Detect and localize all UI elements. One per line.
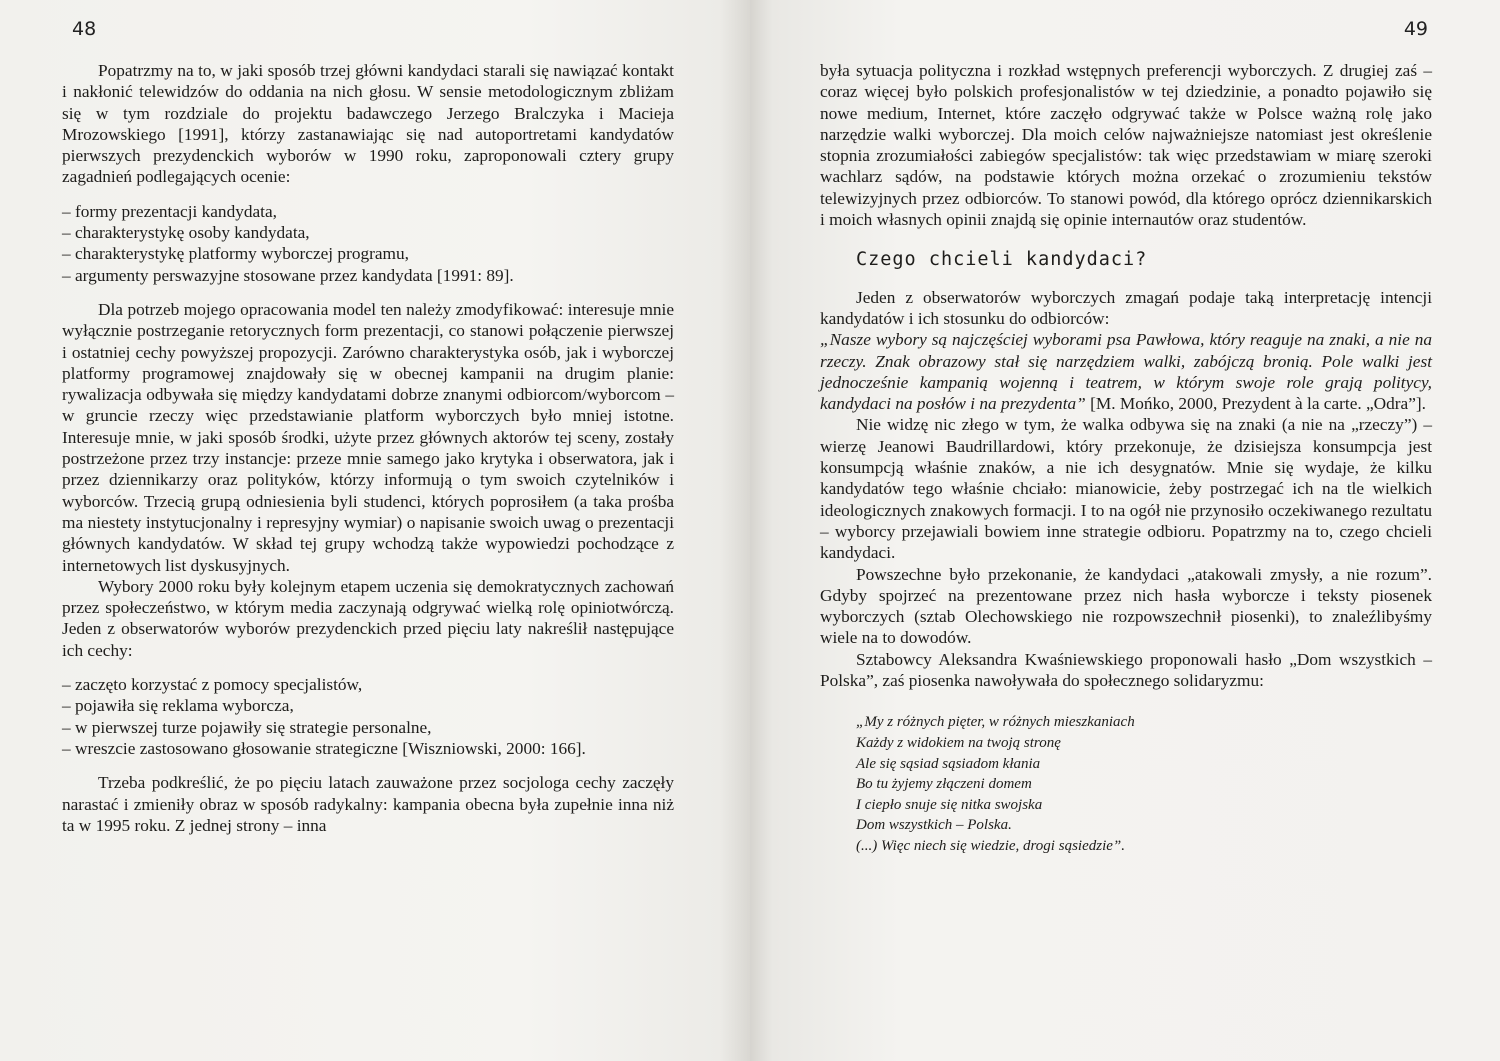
lyric-line: I ciepło snuje się nitka swojska [856, 796, 1043, 813]
paragraph: Dla potrzeb mojego opracowania model ten należy zmodyfikować: interesuje mnie wyłącznie postrzeganie retorycznych form prezentacji, co stanowi połączenie pierwszej i ostatniej cechy powyższej propozycji. Zarówno charakterystyka osób, jak i wyborczej platformy programowej znajdowały się w obecnej kampanii na drugim planie: rywalizacja odbywała się między kandydatami dobrze znanymi odbiorcom/wyborcom – w gruncie rzeczy więc przedstawianie platform wyborczych było mniej istotne. Interesuje mnie, w jaki sposób środki, użyte przez głównych aktorów tej sceny, zostały postrzeżone przez trzy instancje: przeze mnie samego jako krytyka i obserwatora, jak i przez dziennikarzy oraz polityków, którzy informują o tym swoich czytelników i wyborców. Trzecią grupą odniesienia byli studenci, których poprosiłem (a taka prośba ma niestety instytucjonalny i represyjny wymiar) o napisanie swoich uwag o prezentacji głównych kandydatów. W skład tej grupy wchodzą także wypowiedzi pochodzące z internetowych list dyskusyjnych. [62, 299, 674, 575]
paragraph: Popatrzmy na to, w jaki sposób trzej główni kandydaci starali się nawiązać kontakt i nakłonić telewidzów do oddania na nich głosu. W sensie metodologicznym zbliżam się w tym rozdziale do projektu badawczego Jerzego Bralczyka i Macieja Mrozowskiego [1991], którzy zastanawiając się nad autoportretami kandydatów pierwszych prezydenckich wyborów w 1990 roku, zaproponowali cztery grupy zagadnień podlegających ocenie: [62, 61, 674, 187]
lyric-line: (...) Więc niech się wiedzie, drogi sąsiedzie”. [856, 837, 1125, 854]
list-item: – wreszcie zastosowano głosowanie strategiczne [Wiszniowski, 2000: 166]. [62, 738, 586, 758]
topic-list [62, 201, 674, 286]
quotation [820, 329, 1432, 414]
lyric-line: „My z różnych pięter, w różnych mieszkaniach [856, 714, 1135, 731]
list-item: – w pierwszej turze pojawiły się strategie personalne, [62, 717, 432, 737]
paragraph: Jeden z obserwatorów wyborczych zmagań podaje taką interpretację intencji kandydatów i ich stosunku do odbiorców: [820, 287, 1432, 328]
lyric-line: Dom wszystkich – Polska. [856, 817, 1012, 834]
page-number: 49 [1403, 18, 1428, 40]
paragraph: była sytuacja polityczna i rozkład wstępnych preferencji wyborczych. Z drugiej zaś – coraz więcej było polskich profesjonalistów w tej dziedzinie, a ponadto pojawiło się nowe medium, Internet, które zaczęło odgrywać także w Polsce ważną rolę jako narzędzie walki wyborczej. Dla moich celów najważniejsze natomiast jest określenie stopnia zrozumiałości zabiegów specjalistów: tak więc przedstawiam w miarę szeroki wachlarz sądów, na podstawie których można orzekać o zrozumieniu tekstów telewizyjnych przez odbiorców. To stanowi powód, dla którego oprócz dziennikarskich i moich własnych opinii znajdą się opinie internautów oraz studentów. [820, 61, 1432, 230]
right-page [750, 0, 1500, 1061]
paragraph: Powszechne było przekonanie, że kandydaci „atakowali zmysły, a nie rozum”. Gdyby spojrzeć na prezentowane przez nich hasła wyborcze i teksty piosenek wyborczych (sztab Olechowskiego nie rozpowszechnił piosenki), to znaleźlibyśmy wiele na to dowodów. [820, 564, 1432, 648]
features-list [62, 674, 674, 759]
lyric-line: Ale się sąsiad sąsiadom kłania [856, 755, 1041, 772]
paragraph: Trzeba podkreślić, że po pięciu latach zauważone przez socjologa cechy zaczęły narastać i zmieniły obraz w sposób radykalny: kampania obecna była zupełnie inna niż ta w 1995 roku. Z jednej strony – inna [62, 773, 674, 835]
paragraph: Wybory 2000 roku były kolejnym etapem uczenia się demokratycznych zachowań przez społeczeństwo, w którym media zaczynają odgrywać wielką rolę opiniotwórczą. Jeden z obserwatorów wyborów prezydenckich przed pięciu laty nakreślił następujące ich cechy: [62, 576, 674, 660]
lyric-line: Bo tu żyjemy złączeni domem [856, 776, 1032, 793]
song-lyrics [856, 712, 1432, 856]
list-item: – zaczęto korzystać z pomocy specjalistów, [62, 675, 363, 695]
lyric-line: Każdy z widokiem na twoją stronę [856, 734, 1061, 751]
list-item: – argumenty perswazyjne stosowane przez kandydata [1991: 89]. [62, 265, 514, 285]
quote-text: „Nasze wybory są najczęściej wyborami psa Pawłowa, który reaguje na znaki, a nie na rzeczy. Znak obrazowy stał się narzędziem walki, zabójczą bronią. Pole walki jest jednocześnie kampanią wojenną i teatrem, w którym swoje role grają politycy, kandydaci na posłów i na prezydenta” [820, 330, 1432, 414]
left-page-text [62, 60, 674, 836]
paragraph: Nie widzę nic złego w tym, że walka odbywa się na znaki (a nie na „rzeczy”) – wierzę Jeanowi Baudrillardowi, który przekonuje, że dzisiejsza konsumpcja jest konsumpcją właśnie znaków, a nie ich desygnatów. Mnie się wydaje, że kilku kandydatów tego właśnie chciało: mianowicie, żeby postrzegać ich na tle wielkich ideologicznych znakowych formacji. I to na ogół nie przynosiło oczekiwanego rezultatu – wyborcy przejawiali bowiem inne strategie odbioru. Popatrzmy na to, czego chcieli kandydaci. [820, 415, 1432, 563]
list-item: – formy prezentacji kandydata, [62, 201, 277, 221]
paragraph: Sztabowcy Aleksandra Kwaśniewskiego proponowali hasło „Dom wszystkich – Polska”, zaś piosenka nawoływała do społecznego solidaryzmu: [820, 649, 1432, 691]
list-item: – charakterystykę osoby kandydata, [62, 223, 310, 243]
quote-source: [M. Mońko, 2000, Prezydent à la carte. „Odra”]. [1085, 394, 1426, 414]
page-number: 48 [72, 18, 97, 40]
list-item: – charakterystykę platformy wyborczej programu, [62, 244, 409, 264]
right-page-text [820, 60, 1432, 856]
section-heading: Czego chcieli kandydaci? [856, 249, 1148, 271]
list-item: – pojawiła się reklama wyborcza, [62, 696, 294, 716]
